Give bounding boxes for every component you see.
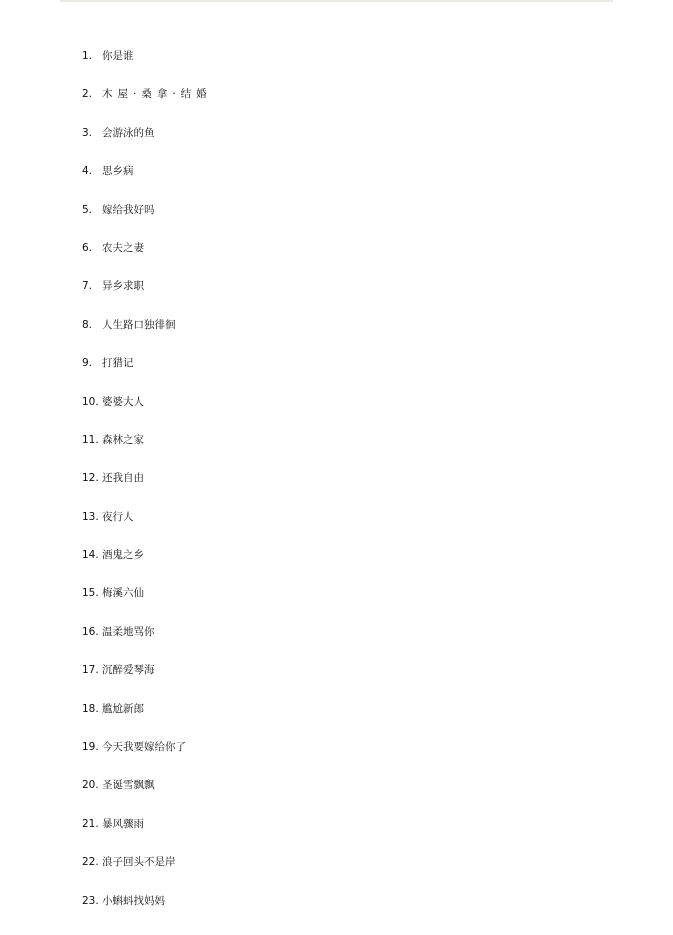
item-number: 19.: [82, 741, 99, 754]
item-title: 暴风骤雨: [102, 817, 144, 830]
item-number: 6.: [82, 241, 93, 254]
item-number: 7.: [82, 280, 93, 293]
list-item: [82, 48, 212, 86]
list-item: [82, 777, 212, 815]
list-item: [82, 240, 212, 278]
item-title: 浪子回头不是岸: [102, 856, 176, 869]
item-title: 沉醉爱琴海: [102, 664, 155, 677]
item-number: 1.: [82, 50, 93, 62]
item-number: 23.: [82, 894, 99, 907]
item-title: 圣诞雪飘飘: [102, 779, 155, 792]
item-number: 17.: [82, 664, 99, 677]
list-item: [82, 816, 212, 854]
item-title: 你是谁: [102, 50, 134, 62]
item-number: 10.: [82, 395, 99, 408]
item-number: 2.: [82, 88, 93, 101]
list-item: [82, 86, 212, 124]
list-item: [82, 432, 212, 470]
list-item: [82, 585, 212, 623]
item-title: 今天我要嫁给你了: [102, 741, 186, 754]
item-title: 温柔地骂你: [102, 625, 155, 638]
item-title: 木屋·桑拿·结婚: [102, 88, 212, 101]
item-title: 人生路口独徘徊: [102, 318, 176, 331]
item-title: 异乡求职: [102, 280, 144, 293]
item-title: 思乡病: [102, 165, 134, 178]
list-item: [82, 394, 212, 432]
item-title: 森林之家: [102, 433, 144, 446]
list-item: [82, 317, 212, 355]
item-number: 18.: [82, 702, 99, 715]
item-title: 小蝌蚪找妈妈: [102, 894, 165, 907]
list-item: [82, 202, 212, 240]
item-title: 还我自由: [102, 472, 144, 485]
item-number: 3.: [82, 126, 93, 139]
list-item: [82, 893, 212, 931]
item-title: 打猎记: [102, 357, 134, 370]
item-title: 酒鬼之乡: [102, 549, 144, 562]
list-item: [82, 701, 212, 739]
item-title: 尴尬新郎: [102, 702, 144, 715]
item-number: 20.: [82, 779, 99, 792]
list-item: [82, 739, 212, 777]
item-number: 21.: [82, 817, 99, 830]
item-number: 15.: [82, 587, 99, 600]
item-number: 16.: [82, 625, 99, 638]
item-number: 4.: [82, 165, 93, 178]
item-number: 5.: [82, 203, 93, 216]
item-title: 农夫之妻: [102, 241, 144, 254]
list-item: [82, 125, 212, 163]
list-item: [82, 470, 212, 508]
list-item: [82, 624, 212, 662]
list-item: [82, 662, 212, 700]
list-item: [82, 547, 212, 585]
list-item: [82, 509, 212, 547]
item-title: 梅溪六仙: [102, 587, 144, 600]
item-number: 13.: [82, 510, 99, 523]
item-title: 夜行人: [102, 510, 134, 523]
item-number: 14.: [82, 549, 99, 562]
list-item: [82, 854, 212, 892]
list-item: [82, 163, 212, 201]
item-number: 11.: [82, 433, 99, 446]
top-divider: [60, 0, 613, 2]
item-title: 嫁给我好吗: [102, 203, 155, 216]
episode-list: [82, 48, 212, 931]
list-item: [82, 355, 212, 393]
item-number: 9.: [82, 357, 93, 370]
list-item: [82, 278, 212, 316]
item-number: 22.: [82, 856, 99, 869]
item-title: 婆婆大人: [102, 395, 144, 408]
item-title: 会游泳的鱼: [102, 126, 155, 139]
item-number: 12.: [82, 472, 99, 485]
item-number: 8.: [82, 318, 93, 331]
